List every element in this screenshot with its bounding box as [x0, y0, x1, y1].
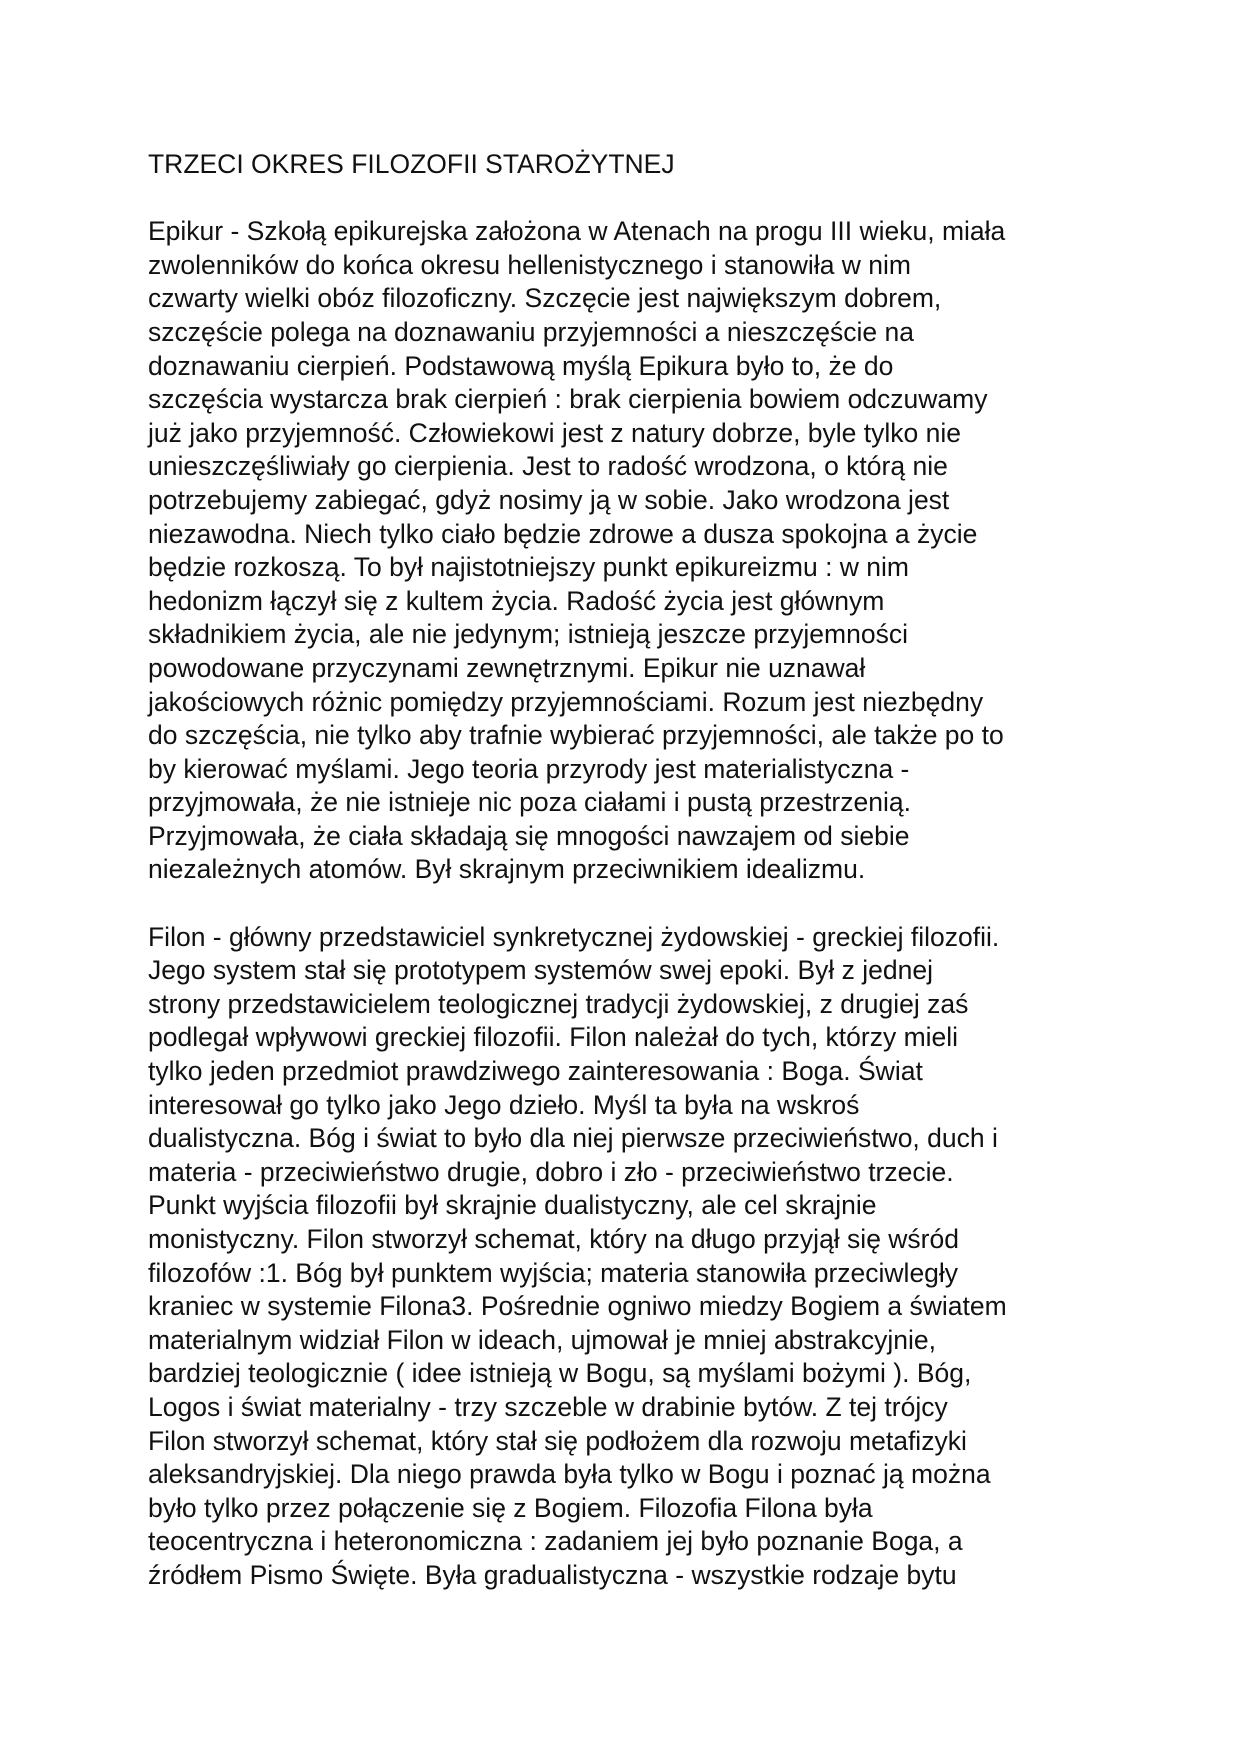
text-line: źródłem Pismo Święte. Była gradualistyczna - wszystkie rodzaje bytu: [148, 1559, 957, 1590]
text-line: hedonizm łączył się z kultem życia. Radość życia jest głównym: [148, 585, 885, 616]
text-line: czwarty wielki obóz filozoficzny. Szczęcie jest największym dobrem,: [148, 283, 942, 314]
text-line: Filon - główny przedstawiciel synkretycznej żydowskiej - greckiej filozofii.: [148, 921, 1000, 952]
text-line: materia - przeciwieństwo drugie, dobro i zło - przeciwieństwo trzecie.: [148, 1156, 954, 1187]
text-line: już jako przyjemność. Człowiekowi jest z natury dobrze, byle tylko nie: [148, 417, 961, 448]
text-line: niezawodna. Niech tylko ciało będzie zdrowe a dusza spokojna a życie: [148, 518, 978, 549]
text-line: będzie rozkoszą. To był najistotniejszy punkt epikureizmu : w nim: [148, 552, 909, 583]
text-line: Logos i świat materialny - trzy szczeble w drabinie bytów. Z tej trójcy: [148, 1391, 948, 1422]
text-line: filozofów :1. Bóg był punktem wyjścia; materia stanowiła przeciwległy: [148, 1257, 959, 1288]
text-line: Filon stworzył schemat, który stał się podłożem dla rozwoju metafizyki: [148, 1425, 967, 1456]
paragraph-epikur: [148, 215, 1098, 887]
text-line: tylko jeden przedmiot prawdziwego zainteresowania : Boga. Świat: [148, 1056, 923, 1087]
text-line: Punkt wyjścia filozofii był skrajnie dualistyczny, ale cel skrajnie: [148, 1190, 877, 1221]
text-line: składnikiem życia, ale nie jedynym; istnieją jeszcze przyjemności: [148, 619, 908, 650]
text-line: jakościowych różnic pomiędzy przyjemnościami. Rozum jest niezbędny: [148, 686, 984, 717]
paragraph-filon: [148, 921, 1098, 1593]
text-line: powodowane przyczynami zewnętrznymi. Epikur nie uznawał: [148, 652, 866, 683]
document-title: TRZECI OKRES FILOZOFII STAROŻYTNEJ: [148, 149, 675, 179]
text-line: aleksandryjskiej. Dla niego prawda była tylko w Bogu i poznać ją można: [148, 1459, 991, 1490]
text-line: zwolenników do końca okresu hellenistycznego i stanowiła w nim: [148, 249, 912, 280]
text-line: Przyjmowała, że ciała składają się mnogości nawzajem od siebie: [148, 820, 910, 851]
text-line: potrzebujemy zabiegać, gdyż nosimy ją w sobie. Jako wrodzona jest: [148, 484, 950, 515]
text-line: było tylko przez połączenie się z Bogiem. Filozofia Filona była: [148, 1492, 873, 1523]
text-line: kraniec w systemie Filona3. Pośrednie ogniwo miedzy Bogiem a światem: [148, 1291, 1007, 1322]
text-line: unieszczęśliwiały go cierpienia. Jest to radość wrodzona, o którą nie: [148, 451, 948, 482]
text-line: szczęścia wystarcza brak cierpień : brak cierpienia bowiem odczuwamy: [148, 384, 988, 415]
text-line: materialnym widział Filon w ideach, ujmował je mniej abstrakcyjnie,: [148, 1324, 936, 1355]
text-line: teocentryczna i heteronomiczna : zadaniem jej było poznanie Boga, a: [148, 1526, 963, 1557]
text-line: strony przedstawicielem teologicznej tradycji żydowskiej, z drugiej zaś: [148, 988, 969, 1019]
text-line: podlegał wpływowi greckiej filozofii. Filon należał do tych, którzy mieli: [148, 1022, 959, 1053]
text-line: szczęście polega na doznawaniu przyjemności a nieszczęście na: [148, 316, 914, 347]
text-line: Epikur - Szkołą epikurejska założona w Atenach na progu III wieku, miała: [148, 216, 1006, 247]
text-line: doznawaniu cierpień. Podstawową myślą Epikura było to, że do: [148, 350, 894, 381]
text-line: interesował go tylko jako Jego dzieło. Myśl ta była na wskroś: [148, 1089, 860, 1120]
text-line: monistyczny. Filon stworzył schemat, który na długo przyjął się wśród: [148, 1224, 959, 1254]
document-body: [148, 148, 1098, 1626]
text-line: Jego system stał się prototypem systemów swej epoki. Był z jednej: [148, 955, 934, 986]
text-line: przyjmowała, że nie istnieje nic poza ciałami i pustą przestrzenią.: [148, 787, 911, 818]
text-line: bardziej teologicznie ( idee istnieją w Bogu, są myślami bożymi ). Bóg,: [148, 1358, 972, 1389]
text-line: niezależnych atomów. Był skrajnym przeciwnikiem idealizmu.: [148, 854, 866, 885]
text-line: by kierować myślami. Jego teoria przyrody jest materialistyczna -: [148, 753, 910, 784]
text-line: do szczęścia, nie tylko aby trafnie wybierać przyjemności, ale także po to: [148, 720, 1004, 751]
text-line: dualistyczna. Bóg i świat to było dla niej pierwsze przeciwieństwo, duch i: [148, 1123, 998, 1154]
